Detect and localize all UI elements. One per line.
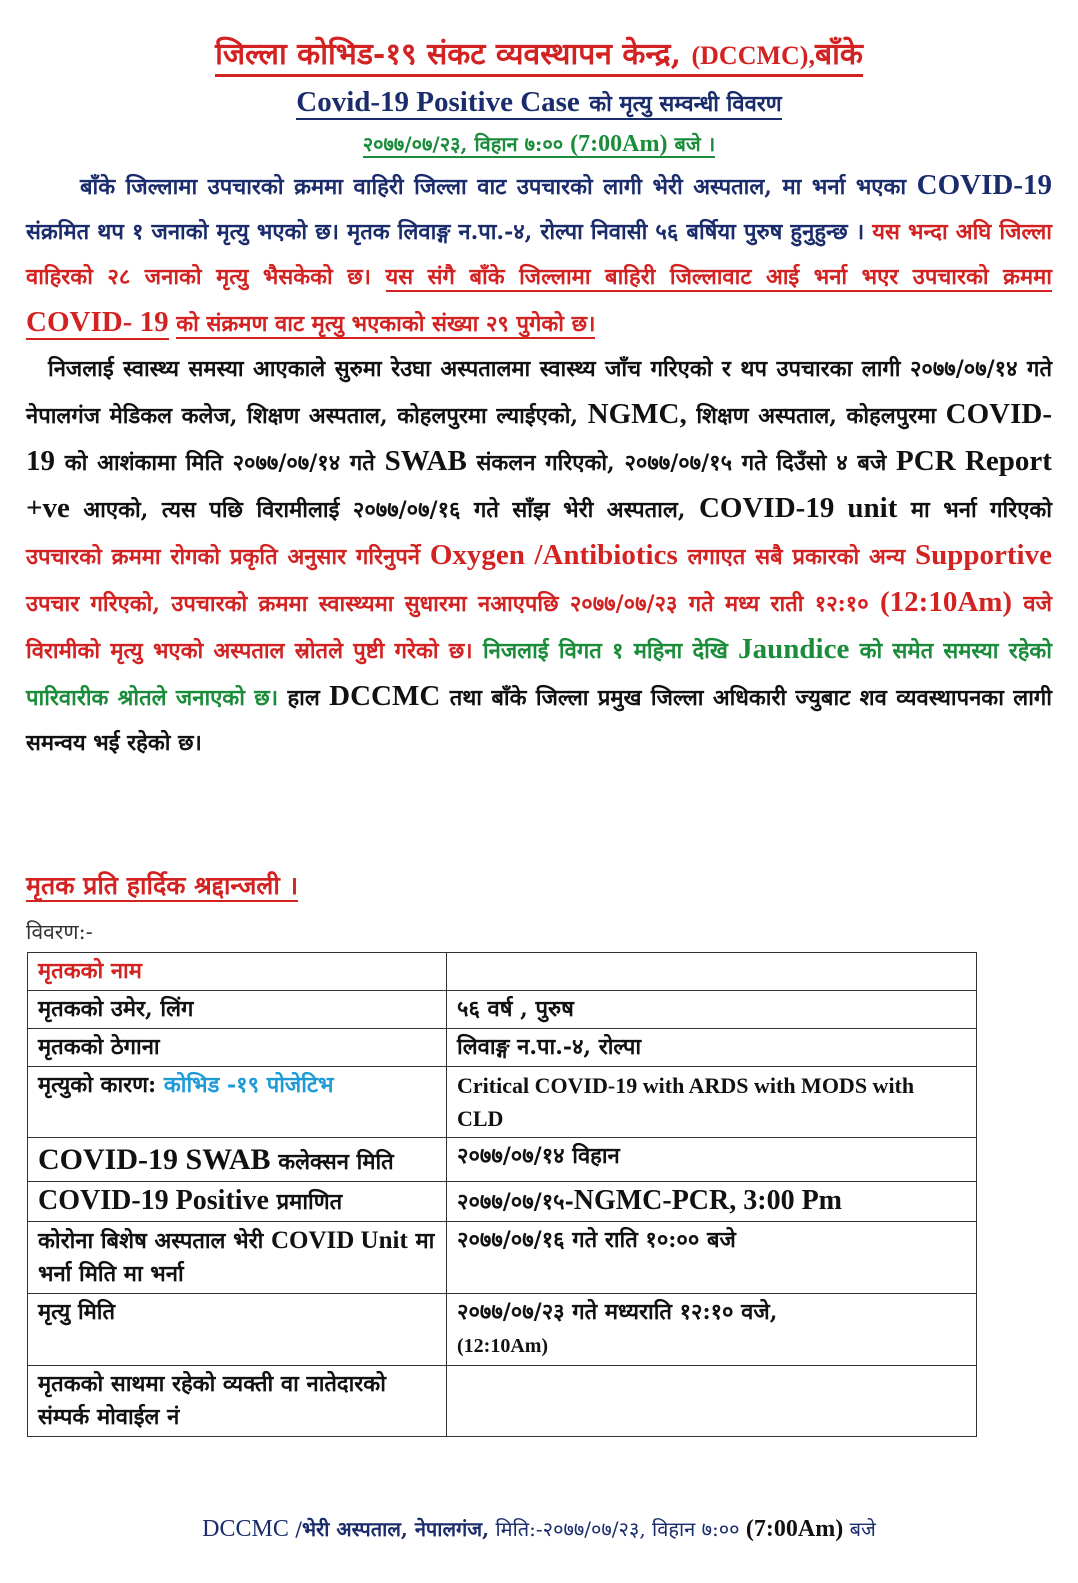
row-cause-label: मृत्युको कारण: [38,1072,157,1098]
row-positive-label-cell [28,1182,447,1222]
row-contact-label: मृतकको साथमा रहेको व्यक्ती वा नातेदारको संम्पर्क मोवाईल नं [28,1366,447,1437]
title-place: बाँके [814,37,863,72]
row-positive-value-latin: NGMC-PCR, 3:00 Pm [573,1185,843,1216]
footer-date: मिति:-२०७७/०७/२३, विहान ७:०० [495,1517,740,1541]
para2-oxygen: Oxygen /Antibiotics [429,539,678,571]
report-dateline [0,130,1078,158]
row-swab-label-latin: COVID-19 SWAB [38,1143,271,1176]
row-age-label: मृतकको उमेर, लिंग [28,991,447,1029]
footer-time: (7:00Am) [745,1516,844,1542]
row-death-date-value-cell [447,1294,977,1366]
page-subtitle [0,86,1078,119]
table-row [28,1067,977,1138]
table-row [28,991,977,1029]
row-admission-label-cell [28,1222,447,1294]
dateline-underline [363,132,716,158]
deceased-details-table [27,952,977,1437]
para2-text-14: तथा बाँके जिल्ला प्रमुख जिल्ला अधिकारी ज्युबाट शव व्यवस्थापनका लागी समन्वय भई रहेको छ। [26,685,1052,756]
para2-text-2: शिक्षण अस्पताल, कोहलपुरमा [696,403,937,429]
para1-text-4: यस संगै बाँके जिल्लामा बाहिरी जिल्लावाट आई भर्ना भएर उपचारको क्रममा [385,264,1052,290]
title-devanagari: जिल्ला कोभिड-१९ संकट व्यवस्थापन केन्द्र, [215,37,682,72]
row-name-value [447,953,977,991]
homage-line [26,868,298,902]
table-row [28,1294,977,1366]
row-address-label: मृतकको ठेगाना [28,1029,447,1067]
table-row [28,1029,977,1067]
para2-text-12: को समेत समस्या रहेको पारिवारीक श्रोतले जनाएको छ। [26,638,1052,711]
row-positive-value-cell [447,1182,977,1222]
row-cause-covid: कोभिड -१९ पोजेटिभ [163,1072,334,1098]
dateline-time: (7:00Am) [570,131,668,157]
table-row [28,953,977,991]
row-admission-label-a: कोरोना बिशेष अस्पताल भेरी [38,1228,264,1254]
row-admission-value: २०७७/०७/१६ गते राति १०:०० बजे [447,1222,977,1294]
row-name-label: मृतकको नाम [28,953,447,991]
homage-text: मृतक प्रति हार्दिक श्रद्दान्जली । [26,871,299,900]
para2-text-10: वजे विरामीको मृत्यु भएको अस्पताल स्रोतले पुष्टी गरेको छ। [26,591,1052,664]
subtitle-devanagari: को मृत्यु सम्वन्धी विवरण [589,91,782,117]
table-row [28,1222,977,1294]
para2-text-7: उपचारको क्रममा रोगको प्रकृति अनुसार गरिनुपर्ने [26,544,420,570]
page-footer [0,1515,1078,1543]
para2-jaundice: Jaundice [738,633,850,665]
dateline-date: २०७७/०७/२३, विहान ७:०० [362,132,564,156]
row-cause-label-cell [28,1067,447,1138]
row-swab-value: २०७७/०७/१४ विहान [447,1138,977,1182]
footer-separator: / [295,1517,302,1541]
para2-text-6: मा भर्ना गरिएको [910,497,1052,523]
dateline-suffix: बजे । [674,132,716,156]
row-admission-label-b: COVID Unit [270,1227,408,1254]
para2-swab: SWAB [384,445,467,477]
row-swab-label-cell [28,1138,447,1182]
para2-dccmc: DCCMC [329,680,441,712]
row-positive-label-dev: प्रमाणित [276,1189,343,1215]
footer-place: भेरी अस्पताल, नेपालगंज, [301,1517,490,1541]
para1-text-1: बाँके जिल्लामा उपचारको क्रममा वाहिरी जिल्ला वाट उपचारको लागी भेरी अस्पताल, मा भर्ना भएका [80,174,907,200]
row-cause-value: Critical COVID-19 with ARDS with MODS with CLD [447,1067,977,1138]
title-underline [215,37,863,77]
subtitle-latin: Covid-19 Positive Case [296,86,580,118]
para1-text-5: को संक्रमण वाट मृत्यु भएकाको संख्या २९ पुगेको छ। [176,311,596,337]
row-age-value: ५६ वर्ष , पुरुष [447,991,977,1029]
paragraph-summary [26,163,1052,347]
para2-text-13: हाल [287,685,320,711]
para2-time: (12:10Am) [880,586,1013,618]
para2-text-9: उपचार गरिएको, उपचारको क्रममा स्वास्थ्यमा सुधारमा नआएपछि २०७७/०७/२३ गते मध्य राती १२:१० [26,591,869,617]
row-address-value: लिवाङ्ग न.पा.-४, रोल्पा [447,1029,977,1067]
report-body [26,163,1052,766]
para1-covid-2: COVID- 19 [26,306,169,338]
para2-supportive: Supportive [915,539,1052,571]
row-contact-value [447,1366,977,1437]
para2-text-1: निजलाई स्वास्थ्य समस्या आएकाले सुरुमा रेउघा अस्पतालमा स्वास्थ्य जाँच गरिएको र थप उपचारका लागी २०७७/०७/१४ गते नेपालगंज मेडिकल कलेज, शिक्षण अस्पताल, कोहलपुरमा ल्याईएको, [26,356,1052,429]
row-swab-label-dev: कलेक्सन मिति [278,1149,394,1175]
table-row [28,1366,977,1437]
para2-covid-unit: COVID-19 unit [698,492,898,524]
para2-pcr: PCR Report +ve [26,445,1052,524]
para1-text-3: यस भन्दा अघि जिल्ला वाहिरको २८ जनाको मृत्यु भैसकेको छ। [26,219,1052,290]
para2-text-5: आएको, त्यस पछि विरामीलाई २०७७/०७/१६ गते साँझ भेरी अस्पताल, [83,497,686,523]
table-row [28,1138,977,1182]
para2-text-3: को आशंकामा मिति २०७७/०७/१४ गते [64,450,375,476]
details-label: विवरण:- [26,920,93,944]
para2-text-4: संकलन गरिएको, २०७७/०७/१५ गते दिउँसो ४ बजे [476,450,887,476]
row-positive-value-dev: २०७७/०७/१५- [457,1189,574,1215]
page-title [0,32,1078,73]
para2-text-8: लगाएत सबै प्रकारको अन्य [687,544,906,570]
title-latin: (DCCMC), [691,41,815,70]
row-death-date-time: (12:10Am) [457,1335,549,1357]
footer-org: DCCMC [202,1516,289,1542]
row-positive-label-latin: COVID-19 Positive [38,1185,269,1216]
para2-text-11: निजलाई विगत १ महिना देखि [482,638,728,664]
para1-covid: COVID-19 [916,169,1052,201]
para2-ngmc: NGMC, [587,398,687,430]
row-death-date-label: मृत्यु मिति [28,1294,447,1366]
para2-covid: COVID-19 [26,398,1052,477]
footer-suffix: बजे [849,1517,876,1541]
row-death-date-value: २०७७/०७/२३ गते मध्यराति १२:१० वजे, [457,1299,778,1325]
paragraph-details [26,347,1052,766]
row-admission-label-c: मा भर्ना मिति मा भर्ना [38,1228,435,1287]
subtitle-underline [296,87,781,120]
para1-text-2: संक्रमित थप १ जनाको मृत्यु भएको छ। मृतक लिवाङ्ग न.पा.-४, रोल्पा निवासी ५६ बर्षिया पुरुष हुनुहुन्छ । [26,219,865,245]
table-row [28,1182,977,1222]
